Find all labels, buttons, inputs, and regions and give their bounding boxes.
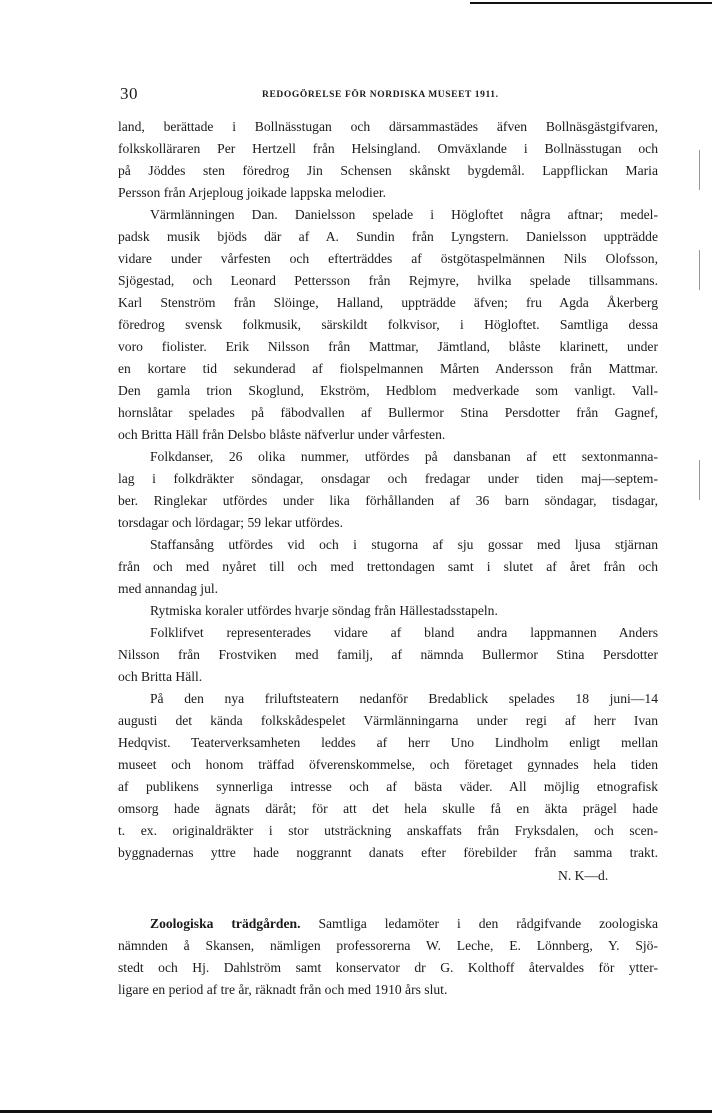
text-line: på Jöddes sten föredrog Jin Schensen skånskt bygdemål. Lappflickan Maria <box>118 163 658 178</box>
margin-mark <box>699 460 700 500</box>
text-line: nämnden å Skansen, nämligen professorerna W. Leche, E. Lönnberg, Y. Sjö- <box>118 938 658 953</box>
text-line: föredrog svensk folkmusik, särskildt folkvisor, i Högloftet. Samtliga dessa <box>118 317 658 332</box>
text-line: byggnadernas yttre hade noggrannt danats efter förebilder från samma trakt. <box>118 845 658 860</box>
section-first-line <box>150 914 658 934</box>
text-line: land, berättade i Bollnässtugan och därsammastädes äfven Bollnäsgästgifvaren, <box>118 119 658 134</box>
page-number: 30 <box>120 84 138 103</box>
text-line: folkskolläraren Per Hertzell från Helsingland. Omväxlande i Bollnässtugan och <box>118 141 658 156</box>
margin-mark <box>699 150 700 190</box>
text-line: af publikens synnerliga intresse och af bästa väder. All möjlig etnografisk <box>118 779 658 794</box>
text-line: stedt och Hj. Dahlström samt konservator dr G. Kolthoff återvaldes för ytter- <box>118 960 658 975</box>
text-line: lag i folkdräkter söndagar, onsdagar och fredagar under tiden maj—septem- <box>118 471 658 486</box>
text-line: voro fiolister. Erik Nilsson från Mattmar, Jämtland, blåste klarinett, under <box>118 339 658 354</box>
top-edge-line <box>470 2 712 4</box>
text-line: en kortare tid sekunderad af fiolspelmannen Mårten Andersson från Mattmar. <box>118 361 658 376</box>
text-line: hornslåtar spelades på fäbodvallen af Bullermor Stina Persdotter från Gagnef, <box>118 405 658 420</box>
text-line: Folkdanser, 26 olika nummer, utfördes på dansbanan af ett sextonmanna- <box>150 449 658 464</box>
text-line: På den nya friluftsteatern nedanför Bredablick spelades 18 juni—14 <box>150 691 658 706</box>
text-line: Staffansång utfördes vid och i stugorna af sju gossar med ljusa stjärnan <box>150 537 658 552</box>
text-line: Persson från Arjeploug joikade lappska melodier. <box>118 185 387 200</box>
text-line: padsk musik bjöds där af A. Sundin från Lyngstern. Danielsson uppträdde <box>118 229 658 244</box>
text-line: med annandag jul. <box>118 581 219 596</box>
running-head: REDOGÖRELSE FÖR NORDISKA MUSEET 1911. <box>262 90 499 100</box>
text-line: och Britta Häll från Delsbo blåste näfverlur under vårfesten. <box>118 427 446 442</box>
text-line: omsorg hade ägnats däråt; för att det hela skulle få en äkta prägel hade <box>118 801 658 816</box>
text-line: Den gamla trion Skoglund, Ekström, Hedblom medverkade som vanligt. Vall- <box>118 383 658 398</box>
text-line: Nilsson från Frostviken med familj, af nämnda Bullermor Stina Persdotter <box>118 647 658 662</box>
text-line: torsdagar och lördagar; 59 lekar utfördes. <box>118 515 343 530</box>
text-line: ber. Ringlekar utfördes under lika förhållanden af 36 barn söndagar, tisdagar, <box>118 493 658 508</box>
signature: N. K—d. <box>558 868 609 883</box>
text-line: Sjögestad, och Leonard Pettersson från Rejmyre, hvilka spelade tillsammans. <box>118 273 658 288</box>
margin-mark <box>699 250 700 290</box>
text-line: Värmlänningen Dan. Danielsson spelade i Högloftet några aftnar; medel- <box>150 207 658 222</box>
section-heading: Zoologiska trädgården. <box>150 916 301 931</box>
text-line: från och med nyåret till och med trettondagen samt i slutet af året från och <box>118 559 658 574</box>
text-line: t. ex. originaldräkter i stor utsträckning anskaffats från Fryksdalen, och scen- <box>118 823 658 838</box>
text-line: ligare en period af tre år, räknadt från och med 1910 års slut. <box>118 982 448 997</box>
text-line: och Britta Häll. <box>118 669 203 684</box>
text-line: Rytmiska koraler utfördes hvarje söndag från Hällestadsstapeln. <box>150 603 498 618</box>
text-line: Hedqvist. Teaterverksamheten leddes af herr Uno Lindholm enligt mellan <box>118 735 658 750</box>
text-line: Folklifvet representerades vidare af bland andra lappmannen Anders <box>150 625 658 640</box>
text-line: vidare under vårfesten och efterträddes af östgötaspelmännen Nils Olofsson, <box>118 251 658 266</box>
section-text: Samtliga ledamöter i den rådgifvande zoologiska <box>318 916 658 931</box>
text-line: augusti det kända folkskådespelet Värmlänningarna under regi af herr Ivan <box>118 713 658 728</box>
bottom-edge-line <box>0 1110 712 1113</box>
text-line: museet och honom träffad öfverenskommelse, och företaget gynnades hela tiden <box>118 757 658 772</box>
text-line: Karl Stenström från Slöinge, Halland, uppträdde äfven; fru Agda Åkerberg <box>118 295 658 310</box>
